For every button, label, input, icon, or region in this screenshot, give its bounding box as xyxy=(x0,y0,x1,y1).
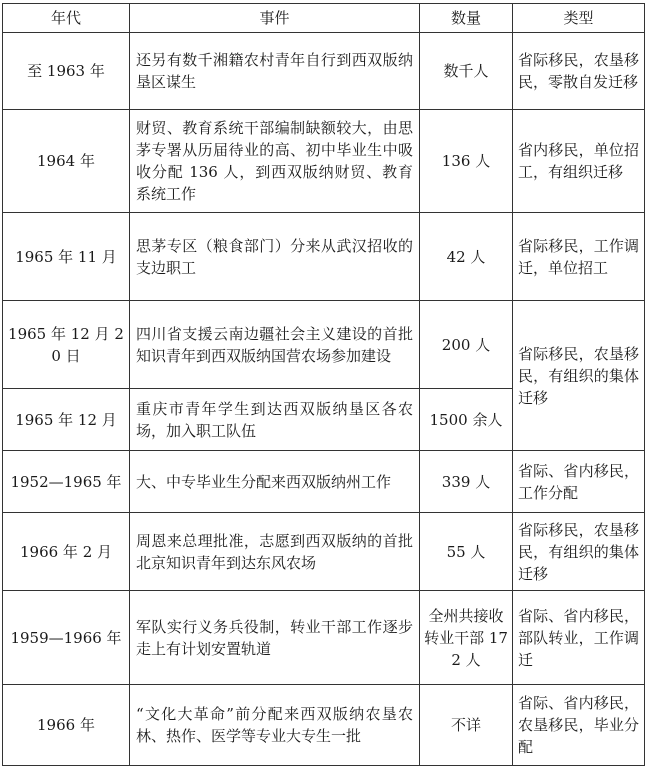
count-cell: 200 人 xyxy=(420,301,513,389)
event-cell: 大、中专毕业生分配来西双版纳州工作 xyxy=(130,451,420,513)
event-cell: 思茅专区（粮食部门）分来从武汉招收的支边职工 xyxy=(130,213,420,301)
count-cell: 42 人 xyxy=(420,213,513,301)
count-cell: 55 人 xyxy=(420,513,513,591)
count-cell: 全州共接收转业干部 172 人 xyxy=(420,591,513,685)
table-row xyxy=(3,591,645,685)
migration-table xyxy=(2,3,645,766)
table-row xyxy=(3,33,645,110)
event-cell: “文化大革命”前分配来西双版纳农垦农林、热作、医学等专业大专生一批 xyxy=(130,685,420,766)
table-row xyxy=(3,513,645,591)
event-cell: 财贸、教育系统干部编制缺额较大，由思茅专署从历届待业的高、初中毕业生中吸收分配 136 人，到西双版纳财贸、教育系统工作 xyxy=(130,110,420,213)
year-cell: 至 1963 年 xyxy=(3,33,130,110)
count-cell: 不详 xyxy=(420,685,513,766)
type-cell: 省际移民，工作调迁，单位招工 xyxy=(513,213,645,301)
year-cell: 1966 年 xyxy=(3,685,130,766)
type-cell: 省际、省内移民，部队转业，工作调迁 xyxy=(513,591,645,685)
type-cell: 省际、省内移民，农垦移民，毕业分配 xyxy=(513,685,645,766)
year-cell: 1959—1966 年 xyxy=(3,591,130,685)
table-row xyxy=(3,110,645,213)
header-row xyxy=(3,4,645,33)
count-cell: 1500 余人 xyxy=(420,389,513,451)
event-cell: 四川省支援云南边疆社会主义建设的首批知识青年到西双版纳国营农场参加建设 xyxy=(130,301,420,389)
table-row xyxy=(3,213,645,301)
year-cell: 1965 年 11 月 xyxy=(3,213,130,301)
header-year: 年代 xyxy=(3,4,130,33)
type-cell: 省际、省内移民，工作分配 xyxy=(513,451,645,513)
year-cell: 1966 年 2 月 xyxy=(3,513,130,591)
year-cell: 1965 年 12 月 xyxy=(3,389,130,451)
header-event: 事件 xyxy=(130,4,420,33)
type-cell: 省际移民，农垦移民，有组织的集体迁移 xyxy=(513,513,645,591)
event-cell: 还另有数千湘籍农村青年自行到西双版纳垦区谋生 xyxy=(130,33,420,110)
year-cell: 1964 年 xyxy=(3,110,130,213)
count-cell: 339 人 xyxy=(420,451,513,513)
year-cell: 1965 年 12 月 20 日 xyxy=(3,301,130,389)
event-cell: 军队实行义务兵役制，转业干部工作逐步走上有计划安置轨道 xyxy=(130,591,420,685)
table-row xyxy=(3,301,645,389)
count-cell: 136 人 xyxy=(420,110,513,213)
count-cell: 数千人 xyxy=(420,33,513,110)
table-row xyxy=(3,451,645,513)
type-cell: 省际移民，农垦移民，零散自发迁移 xyxy=(513,33,645,110)
type-cell: 省际移民，农垦移民，有组织的集体迁移 xyxy=(513,301,645,451)
header-count: 数量 xyxy=(420,4,513,33)
event-cell: 重庆市青年学生到达西双版纳垦区各农场，加入职工队伍 xyxy=(130,389,420,451)
header-type: 类型 xyxy=(513,4,645,33)
type-cell: 省内移民，单位招工，有组织迁移 xyxy=(513,110,645,213)
table-row xyxy=(3,685,645,766)
event-cell: 周恩来总理批准，志愿到西双版纳的首批北京知识青年到达东风农场 xyxy=(130,513,420,591)
year-cell: 1952—1965 年 xyxy=(3,451,130,513)
